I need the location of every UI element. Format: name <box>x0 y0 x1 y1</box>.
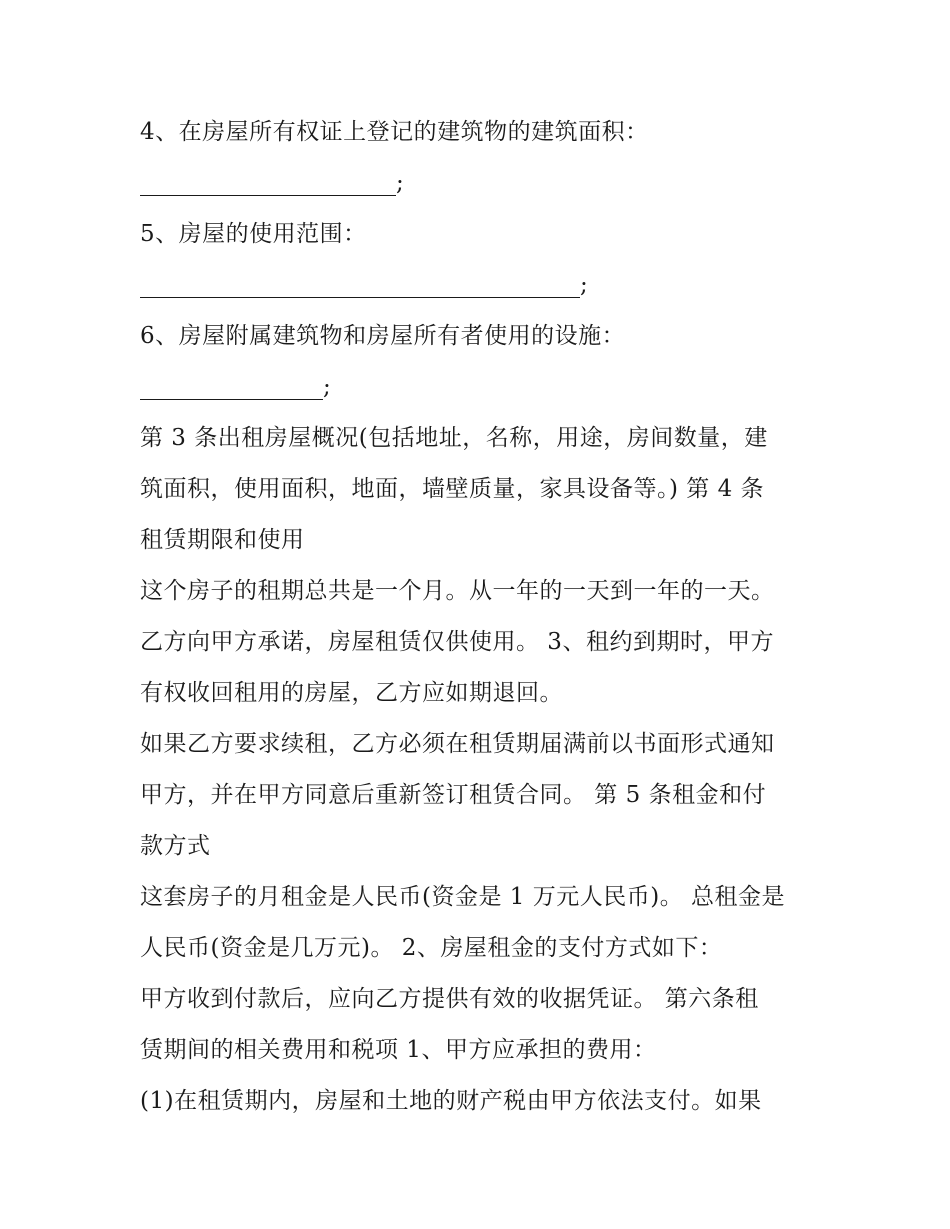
text-line: 租赁期限和使用 <box>140 527 305 553</box>
fill-in-blank <box>140 369 323 400</box>
text-line: 人民币(资金是几万元)。 2、房屋租金的支付方式如下： <box>140 935 723 961</box>
text-line: (1)在租赁期内，房屋和土地的财产税由甲方依法支付。如果 <box>140 1088 762 1114</box>
item-6-blank-line <box>140 362 820 413</box>
document-page <box>140 107 820 1127</box>
item-5-blank-end: ; <box>580 272 589 298</box>
text-line: 有权收回租用的房屋，乙方应如期退回。 <box>140 680 563 706</box>
item-6-blank-end: ; <box>323 374 332 400</box>
item-4-blank-end: ; <box>396 170 405 196</box>
item-6-label: 6、房屋附属建筑物和房屋所有者使用的设施： <box>140 323 626 349</box>
text-line: 款方式 <box>140 833 211 859</box>
text-line: 如果乙方要求续租，乙方必须在租赁期届满前以书面形式通知 <box>140 731 775 757</box>
fill-in-blank <box>140 267 580 298</box>
text-line: 甲方收到付款后，应向乙方提供有效的收据凭证。 第六条租 <box>140 986 759 1012</box>
item-4-blank-line <box>140 158 820 209</box>
text-line: 这套房子的月租金是人民币(资金是 1 万元人民币)。 总租金是 <box>140 884 786 910</box>
text-line: 第 3 条出租房屋概况(包括地址，名称，用途，房间数量，建 <box>140 425 768 451</box>
text-line: 赁期间的相关费用和税项 1、甲方应承担的费用： <box>140 1037 657 1063</box>
item-5-label: 5、房屋的使用范围： <box>140 221 367 247</box>
text-line: 乙方向甲方承诺，房屋租赁仅供使用。 3、租约到期时，甲方 <box>140 629 774 655</box>
text-line: 这个房子的租期总共是一个月。从一年的一天到一年的一天。 <box>140 578 775 604</box>
item-5-blank-line <box>140 260 820 311</box>
item-4-label: 4、在房屋所有权证上登记的建筑物的建筑面积： <box>140 119 649 145</box>
fill-in-blank <box>140 165 396 196</box>
text-line: 筑面积，使用面积，地面，墙壁质量，家具设备等。) 第 4 条 <box>140 476 765 502</box>
text-line: 甲方，并在甲方同意后重新签订租赁合同。 第 5 条租金和付 <box>140 782 767 808</box>
